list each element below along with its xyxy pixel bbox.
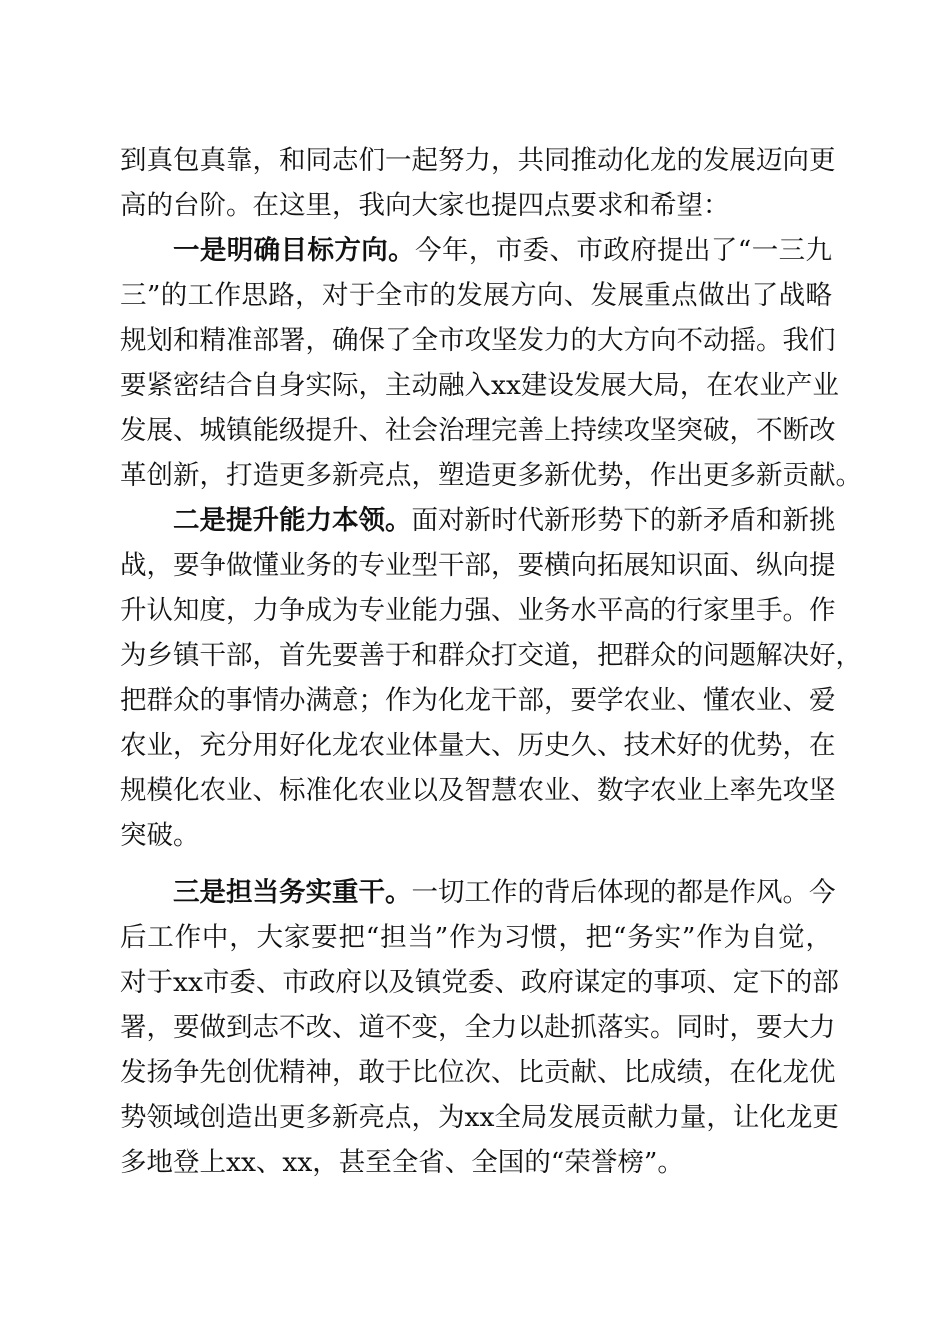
- text-line: 多地登上xx、xx，甚至全省、全国的“荣誉榜”。: [120, 1147, 684, 1178]
- text-line: 发扬争先创优精神，敢于比位次、比贡献、比成绩，在化龙优: [120, 1057, 836, 1088]
- paragraph-lead-text: 面对新时代新形势下的新矛盾和新挑: [411, 505, 836, 536]
- text-line: [120, 228, 832, 273]
- text-line: 发展、城镇能级提升、社会治理完善上持续攻坚突破，不断改: [120, 415, 836, 446]
- paragraph-spacer: [120, 858, 832, 870]
- text-line: 要紧密结合自身实际，主动融入xx建设发展大局，在农业产业: [120, 370, 839, 401]
- text-line: 势领域创造出更多新亮点，为xx全局发展贡献力量，让化龙更: [120, 1102, 839, 1133]
- paragraph-goal-direction: [120, 228, 862, 498]
- intro-paragraph: [120, 138, 836, 228]
- paragraph-ability: [120, 498, 862, 858]
- text-line: 署，要做到志不改、道不变，全力以赴抓落实。同时，要大力: [120, 1012, 836, 1043]
- text-line: 战，要争做懂业务的专业型干部，要横向拓展知识面、纵向提: [120, 550, 836, 581]
- text-line: [120, 498, 836, 543]
- paragraph-heading: 一是明确目标方向。: [173, 235, 416, 266]
- text-line: 升认知度，力争成为专业能力强、业务水平高的行家里手。作: [120, 595, 836, 626]
- paragraph-lead-text: 今年，市委、市政府提出了“一三九: [415, 235, 832, 266]
- text-line: 农业，充分用好化龙农业体量大、历史久、技术好的优势，在: [120, 730, 836, 761]
- paragraph-heading: 三是担当务实重干。: [173, 877, 412, 908]
- text-line: 到真包真靠，和同志们一起努力，共同推动化龙的发展迈向更: [120, 145, 836, 176]
- text-line: 高的台阶。在这里，我向大家也提四点要求和希望：: [120, 190, 730, 221]
- text-line: 把群众的事情办满意；作为化龙干部，要学农业、懂农业、爱: [120, 685, 836, 716]
- text-line: 对于xx市委、市政府以及镇党委、政府谋定的事项、定下的部: [120, 967, 839, 998]
- text-line: 规划和精准部署，确保了全市攻坚发力的大方向不动摇。我们: [120, 325, 836, 356]
- paragraph-responsibility: [120, 870, 839, 1185]
- document-body: [120, 138, 862, 1185]
- text-line: 三”的工作思路，对于全市的发展方向、发展重点做出了战略: [120, 280, 832, 311]
- text-line: 后工作中，大家要把“担当”作为习惯，把“务实”作为自觉，: [120, 922, 832, 953]
- paragraph-lead-text: 一切工作的背后体现的都是作风。今: [411, 877, 836, 908]
- text-line: [120, 870, 836, 915]
- text-line: 规模化农业、标准化农业以及智慧农业、数字农业上率先攻坚: [120, 775, 836, 806]
- text-line: 突破。: [120, 820, 200, 851]
- text-line: 革创新，打造更多新亮点，塑造更多新优势，作出更多新贡献。: [120, 460, 862, 491]
- text-line: 为乡镇干部，首先要善于和群众打交道，把群众的问题解决好，: [120, 640, 862, 671]
- paragraph-heading: 二是提升能力本领。: [173, 505, 412, 536]
